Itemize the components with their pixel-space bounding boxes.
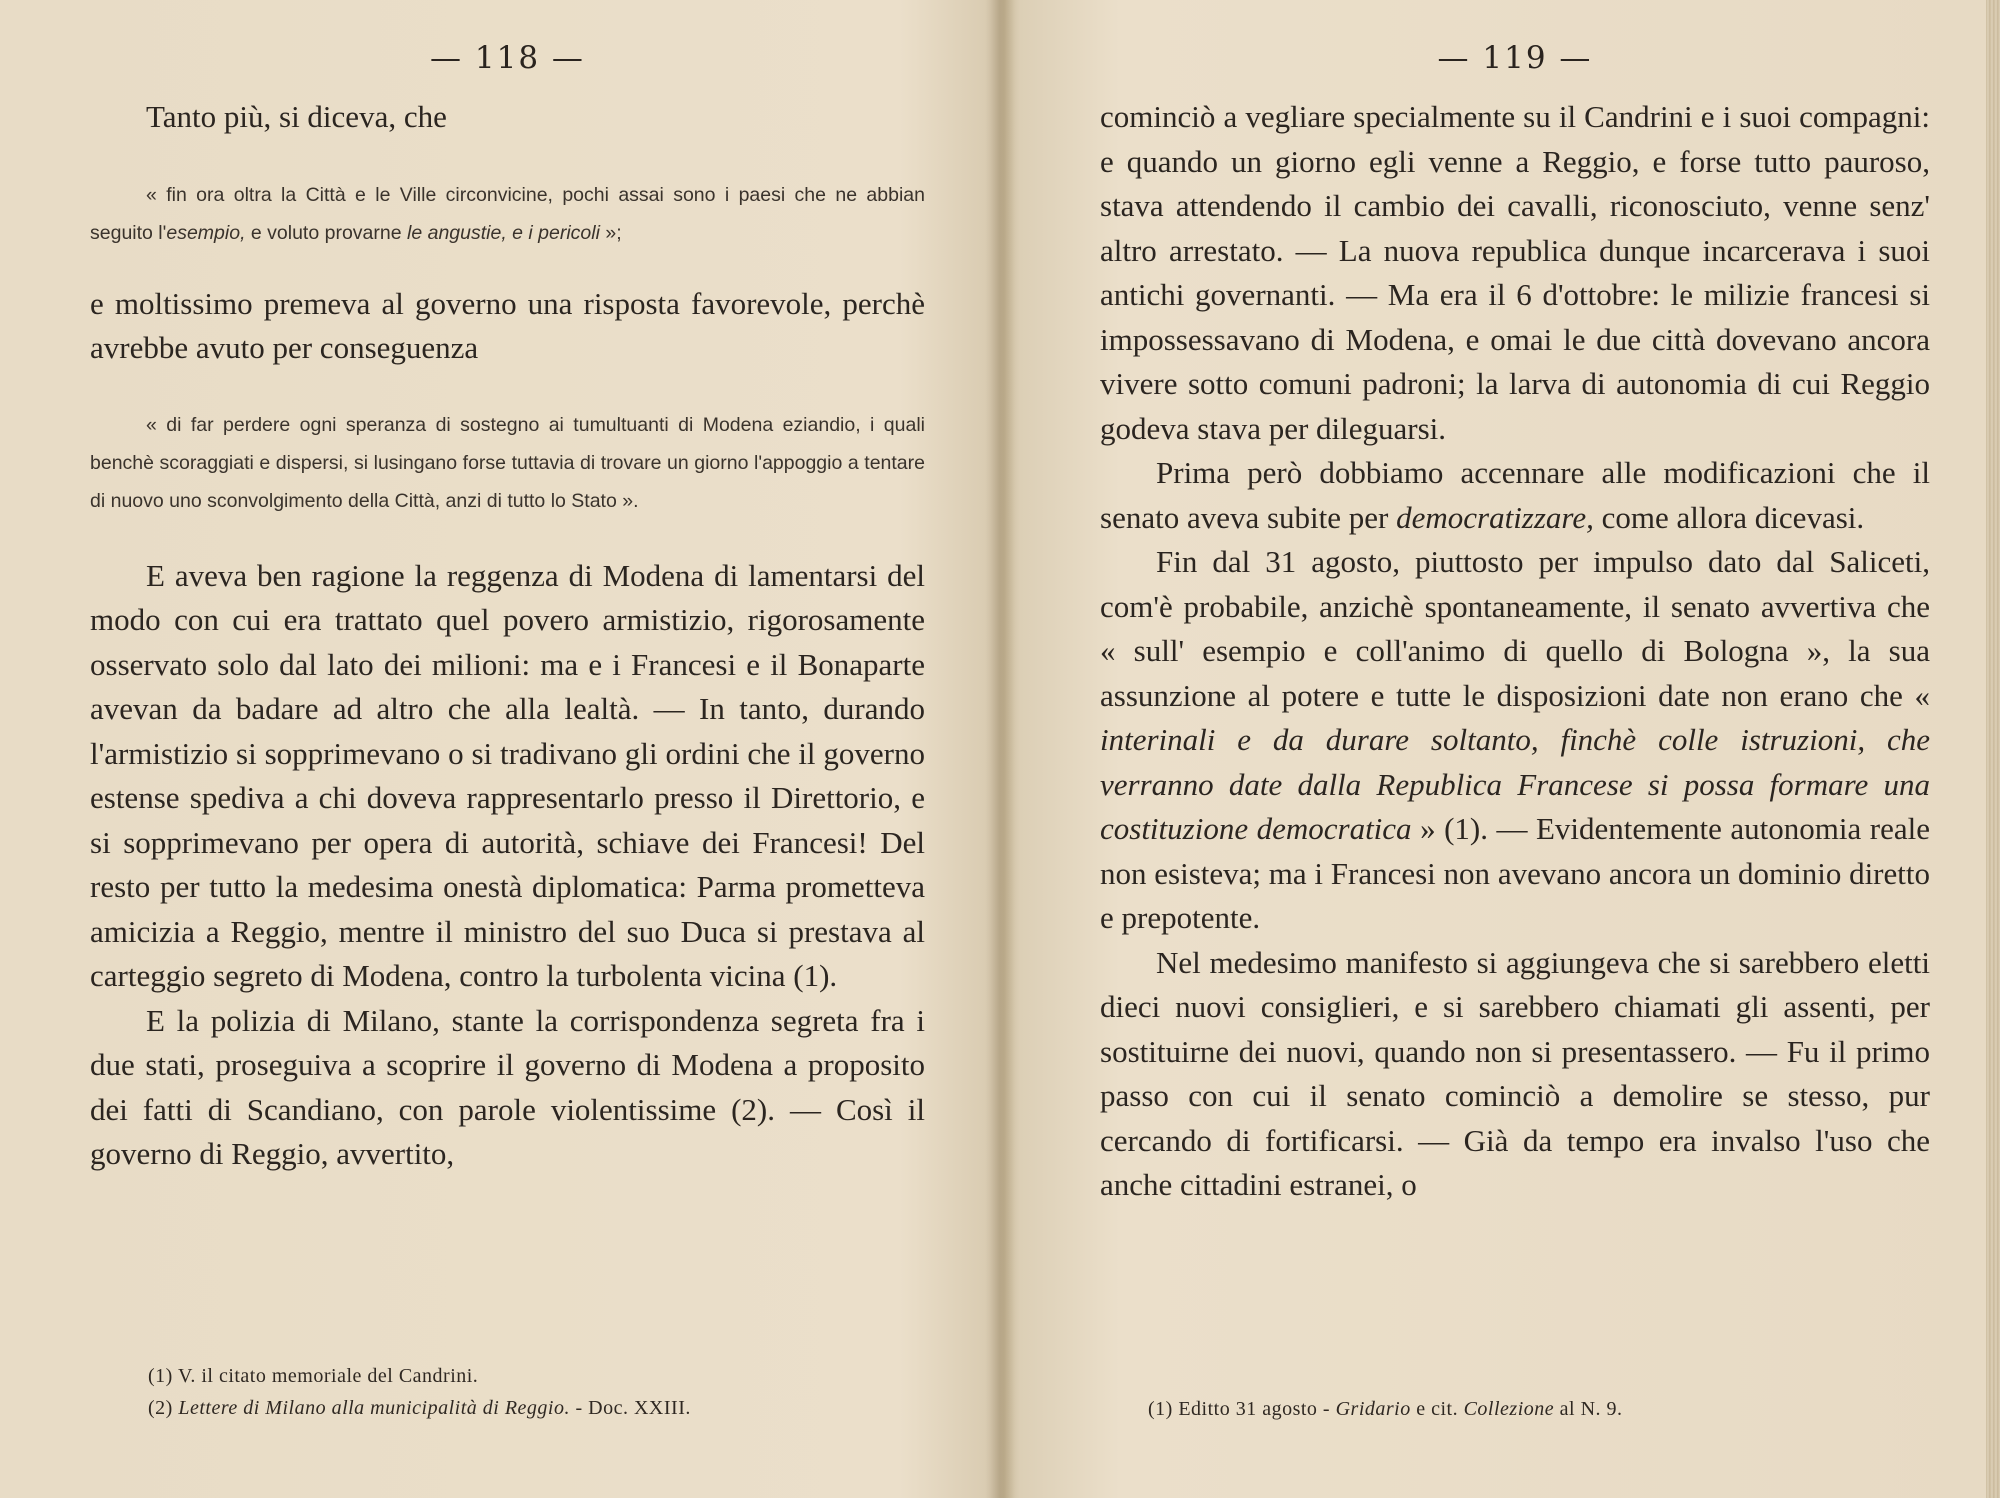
paragraph: e moltissimo premeva al governo una risposta favorevole, perchè avrebbe avuto per conseguenza <box>90 285 925 365</box>
paragraph: cominciò a vegliare specialmente su il Candrini e i suoi compagni: e quando un giorno egli venne a Reggio, e forse tutto pauroso, stava attendendo il cambio dei cavalli, riconosciuto, venne senz' altro arrestato. — La nuova republica dunque incarcerava i suoi antichi governanti. — Ma era il 6 d'ottobre: le milizie francesi si impossessavano di Modena, e omai le due città dovevano ancora vivere sotto comuni padroni; la larva di autonomia di cui Reggio godeva stava per dileguarsi. <box>1100 99 1930 446</box>
left-page-body <box>90 95 925 1177</box>
right-page <box>1100 0 1930 1498</box>
paragraph: Nel medesimo manifesto si aggiungeva che si sarebbero eletti dieci nuovi consiglieri, e si sarebbero chiamati gli assenti, per sostituirne dei nuovi, quando non si presentassero. — Fu il primo passo con cui il senato cominciò a demolire se stesso, pur cercando di fortificarsi. — Già da tempo era invalso l'uso che anche cittadini estranei, o <box>1100 944 1930 1202</box>
footnote: (1) Editto 31 agosto - Gridario e cit. Collezione al N. 9. <box>1148 1398 1623 1420</box>
right-page-body <box>1100 95 1930 1208</box>
footnotes-left <box>90 1360 925 1424</box>
footnote: (1) V. il citato memoriale del Candrini. <box>148 1365 479 1387</box>
page-edges <box>1986 0 2000 1498</box>
page-number-left: — 118 — <box>430 40 585 76</box>
paragraph: E la polizia di Milano, stante la corrispondenza segreta fra i due stati, proseguiva a scoprire il governo di Modena a proposito dei fatti di Scandiano, con parole violentissime (2). — Così il governo di Reggio, avvertito, <box>90 1002 925 1171</box>
paragraph: E aveva ben ragione la reggenza di Modena di lamentarsi del modo con cui era trattato quel povero armistizio, rigorosamente osservato solo dal lato dei milioni: ma e i Francesi e il Bonaparte avevan da badare ad altro che alla lealtà. — In tanto, durando l'armistizio si sopprimevano o si tradivano gli ordini che il governo estense spediva a chi doveva rappresentarlo presso il Direttorio, e si sopprimevano per opera di autorità, schiave dei Francesi! Del resto per tutto la medesima onestà diplomatica: Parma prometteva amicizia a Reggio, mentre il ministro del suo Duca si prestava al carteggio segreto di Modena, contro la turbolenta vicina (1). <box>90 557 925 993</box>
footnotes-right <box>1100 1393 1930 1425</box>
block-quote-1: « fin ora oltra la Città e le Ville circonvicine, pochi assai sono i paesi che ne abbian seguito l'esempio, e voluto provarne le angustie, e i pericoli »; <box>90 183 925 244</box>
paragraph: Prima però dobbiamo accennare alle modificazioni che il senato aveva subite per democratizzare, come allora dicevasi. <box>1100 455 1930 535</box>
left-page <box>90 0 925 1498</box>
footnote: (2) Lettere di Milano alla municipalità di Reggio. - Doc. XXIII. <box>148 1397 691 1419</box>
paragraph: Fin dal 31 agosto, piuttosto per impulso dato dal Saliceti, com'è probabile, anzichè spontaneamente, il senato avvertiva che « sull' esempio e coll'animo di quello di Bologna », la sua assunzione al potere e tutte le disposizioni date non erano che « interinali e da durare soltanto, finchè colle istruzioni, che verranno date dalla Republica Francese si possa formare una costituzione democratica » (1). — Evidentemente autonomia reale non esisteva; ma i Francesi non avevano ancora un dominio diretto e prepotente. <box>1100 544 1930 935</box>
page-number-right: — 119 — <box>1437 40 1593 76</box>
block-quote-2: « di far perdere ogni speranza di sostegno ai tumultuanti di Modena eziandio, i quali benchè scoraggiati e dispersi, si lusingano forse tuttavia di trovare un giorno l'appoggio a tentare di nuovo uno sconvolgimento della Città, anzi di tutto lo Stato ». <box>90 413 925 512</box>
book-gutter <box>985 0 1015 1498</box>
intro-line: Tanto più, si diceva, che <box>146 99 447 134</box>
